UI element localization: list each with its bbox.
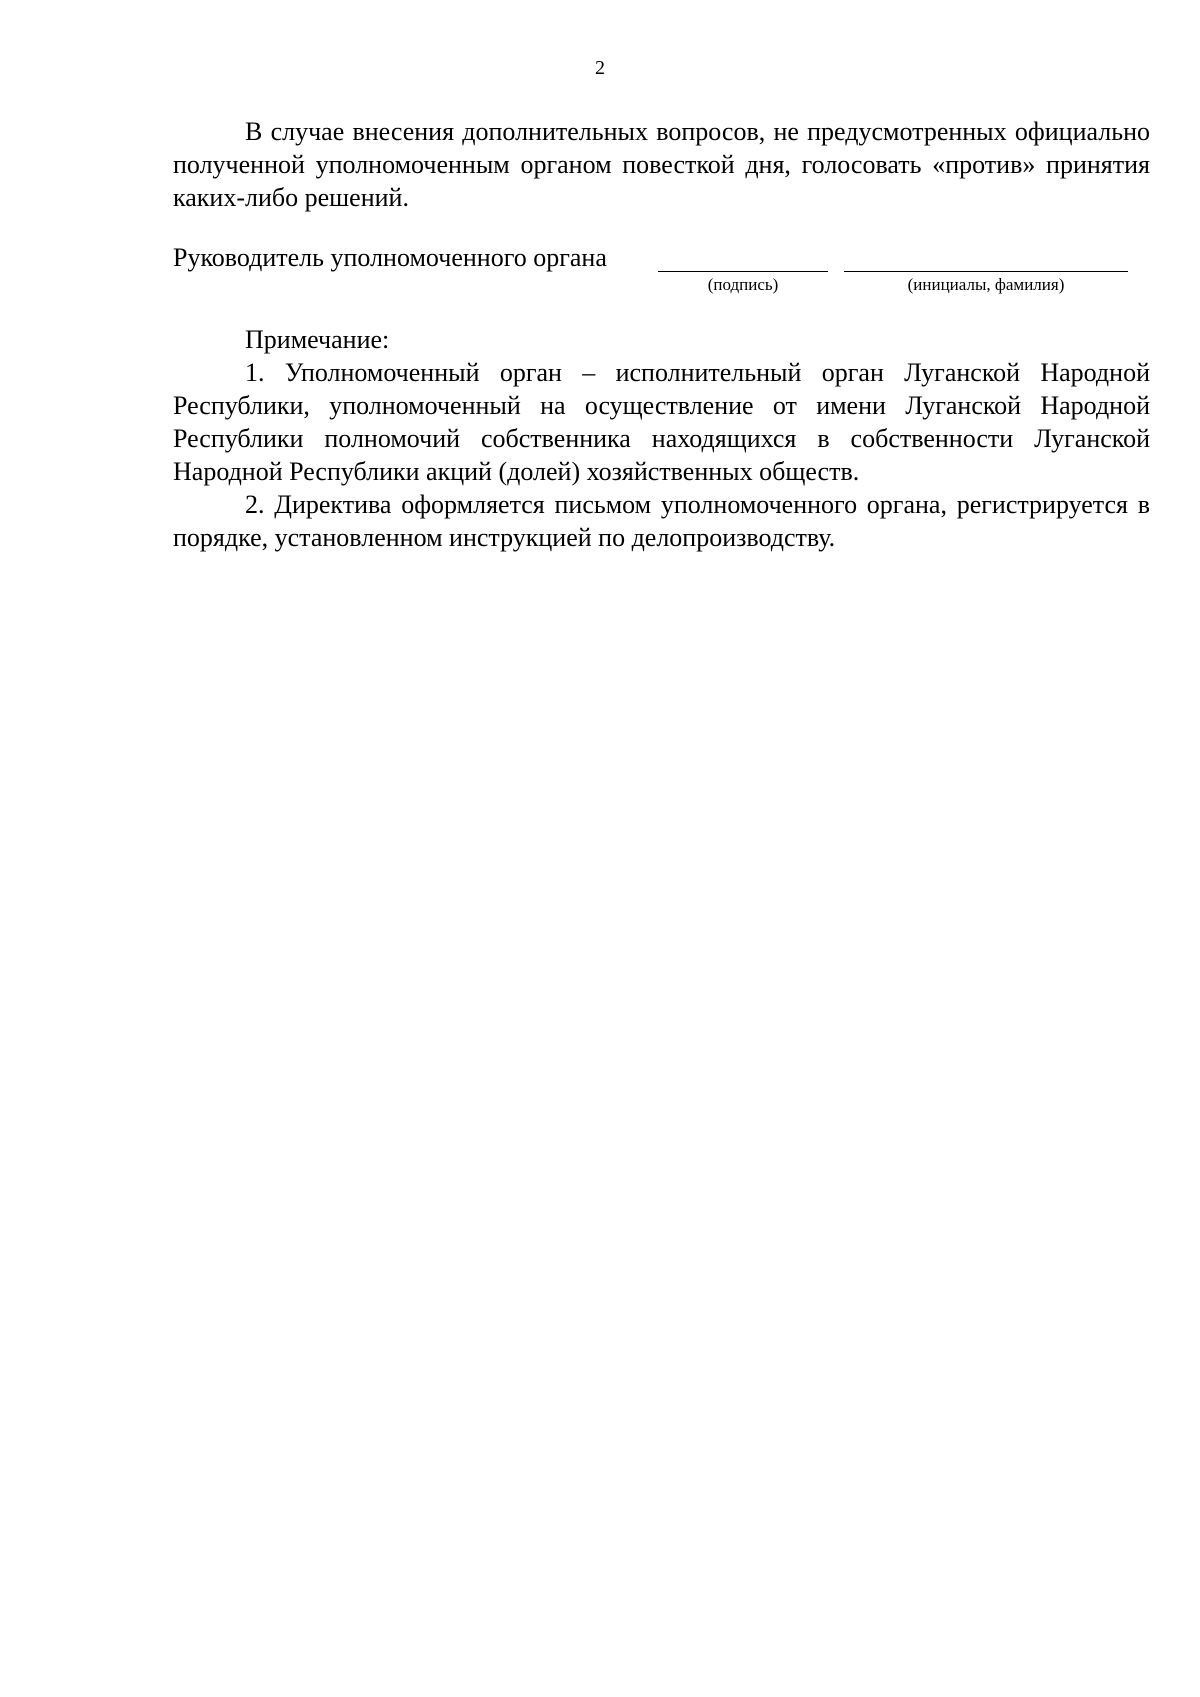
intro-paragraph: В случае внесения дополнительных вопросов, не предусмотренных официально полученной уполномоченным органом повесткой дня, голосовать «против» принятия каких-либо решений.	[173, 117, 1150, 212]
notes-title: Примечание:	[245, 325, 390, 354]
name-caption: (инициалы, фамилия)	[907, 275, 1065, 294]
note-item-1: 1. Уполномоченный орган – исполнительный орган Луганской Народной Республики, уполномоченный на осуществление от имени Луганской Народной Республики полномочий собственника находящихся в собственности Луганской Народной Республики акций (долей) хозяйственных обществ.	[173, 358, 1150, 486]
note-item-2: 2. Директива оформляется письмом уполномоченного органа, регистрируется в порядке, установленном инструкцией по делопроизводству.	[173, 490, 1150, 552]
signature-label: Руководитель уполномоченного органа	[173, 243, 607, 272]
notes-block	[173, 323, 1150, 554]
signature-caption: (подпись)	[707, 275, 779, 294]
intro-block	[173, 115, 1150, 214]
signature-block	[173, 241, 1173, 301]
page-number: 2	[595, 57, 605, 79]
name-line	[844, 271, 1128, 272]
signature-line	[658, 271, 828, 272]
